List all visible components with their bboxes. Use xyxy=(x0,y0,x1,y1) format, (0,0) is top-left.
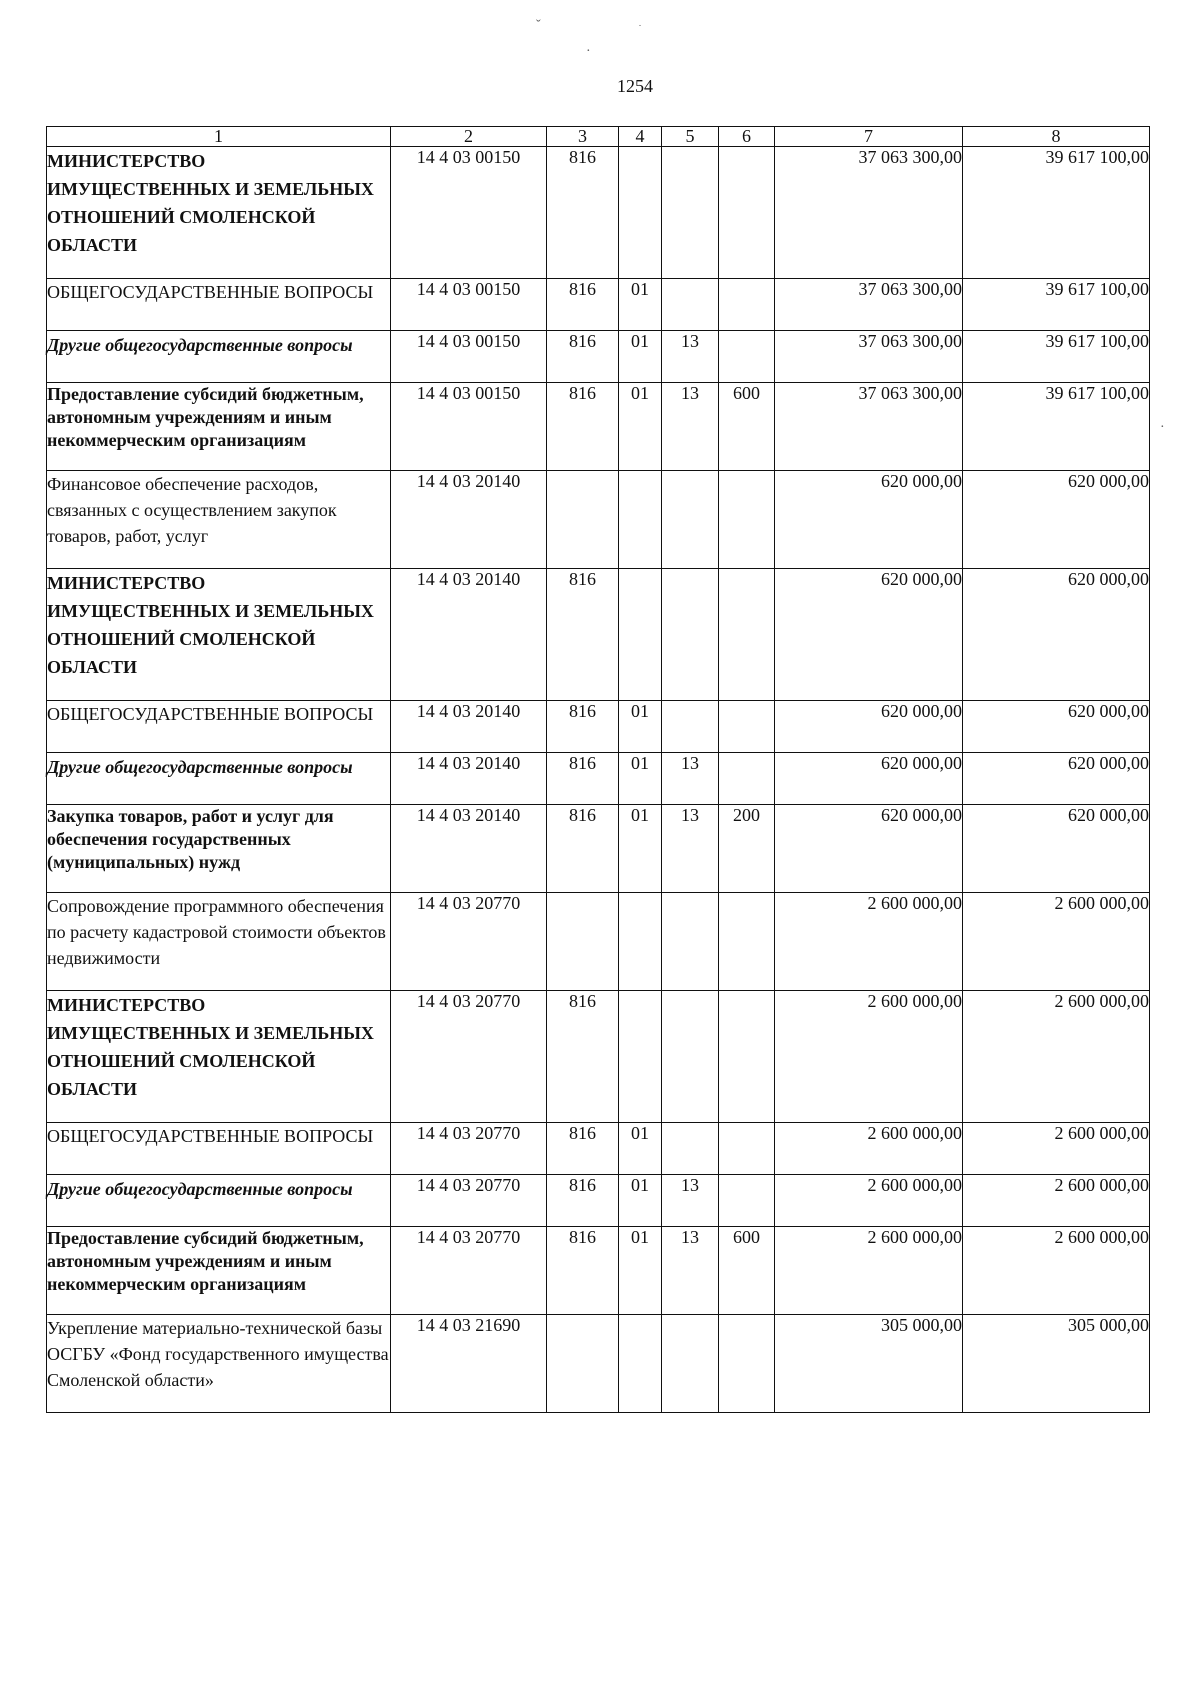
row-section-code: 01 xyxy=(619,331,662,383)
row-amount-year-2: 620 000,00 xyxy=(963,569,1150,701)
row-section-code xyxy=(619,147,662,279)
row-amount-year-1: 37 063 300,00 xyxy=(775,279,963,331)
row-expense-type-code xyxy=(719,147,775,279)
row-ministry-code: 816 xyxy=(547,331,619,383)
scan-speck: ˇ xyxy=(536,18,541,33)
row-name: Предоставление субсидий бюджетным, автономным учреждениям и иным некоммерческим организациям xyxy=(47,1227,391,1315)
row-target-code: 14 4 03 20140 xyxy=(391,569,547,701)
row-amount-year-2: 2 600 000,00 xyxy=(963,991,1150,1123)
table-row xyxy=(47,147,1150,279)
row-ministry-code: 816 xyxy=(547,991,619,1123)
row-expense-type-code: 600 xyxy=(719,383,775,471)
column-header: 2 xyxy=(391,127,547,147)
row-name: МИНИСТЕРСТВО ИМУЩЕСТВЕННЫХ И ЗЕМЕЛЬНЫХ ОТНОШЕНИЙ СМОЛЕНСКОЙ ОБЛАСТИ xyxy=(47,569,391,701)
row-expense-type-code xyxy=(719,1315,775,1413)
row-name: ОБЩЕГОСУДАРСТВЕННЫЕ ВОПРОСЫ xyxy=(47,701,391,753)
row-amount-year-2: 620 000,00 xyxy=(963,471,1150,569)
row-amount-year-2: 620 000,00 xyxy=(963,753,1150,805)
row-amount-year-2: 2 600 000,00 xyxy=(963,1227,1150,1315)
row-amount-year-1: 620 000,00 xyxy=(775,753,963,805)
table-row xyxy=(47,1315,1150,1413)
row-expense-type-code xyxy=(719,569,775,701)
row-section-code: 01 xyxy=(619,279,662,331)
row-subsection-code xyxy=(662,1123,719,1175)
row-section-code: 01 xyxy=(619,753,662,805)
column-header: 3 xyxy=(547,127,619,147)
table-row xyxy=(47,1227,1150,1315)
row-section-code: 01 xyxy=(619,383,662,471)
row-expense-type-code xyxy=(719,471,775,569)
column-header: 4 xyxy=(619,127,662,147)
table-row xyxy=(47,753,1150,805)
row-target-code: 14 4 03 00150 xyxy=(391,147,547,279)
row-subsection-code xyxy=(662,893,719,991)
row-name: Укрепление материально-технической базы ОСГБУ «Фонд государственного имущества Смоленской области» xyxy=(47,1315,391,1413)
row-ministry-code: 816 xyxy=(547,147,619,279)
row-ministry-code xyxy=(547,893,619,991)
row-amount-year-2: 2 600 000,00 xyxy=(963,1123,1150,1175)
scan-speck: · xyxy=(586,44,591,59)
row-amount-year-1: 620 000,00 xyxy=(775,805,963,893)
row-expense-type-code: 600 xyxy=(719,1227,775,1315)
row-subsection-code xyxy=(662,991,719,1123)
row-expense-type-code xyxy=(719,331,775,383)
row-section-code xyxy=(619,471,662,569)
row-subsection-code xyxy=(662,147,719,279)
row-amount-year-2: 620 000,00 xyxy=(963,805,1150,893)
row-amount-year-2: 305 000,00 xyxy=(963,1315,1150,1413)
row-ministry-code: 816 xyxy=(547,753,619,805)
row-target-code: 14 4 03 20770 xyxy=(391,1123,547,1175)
row-target-code: 14 4 03 00150 xyxy=(391,383,547,471)
row-target-code: 14 4 03 20140 xyxy=(391,805,547,893)
row-subsection-code: 13 xyxy=(662,805,719,893)
row-ministry-code xyxy=(547,471,619,569)
row-subsection-code: 13 xyxy=(662,1175,719,1227)
row-name: Предоставление субсидий бюджетным, автономным учреждениям и иным некоммерческим организациям xyxy=(47,383,391,471)
row-expense-type-code xyxy=(719,753,775,805)
row-target-code: 14 4 03 00150 xyxy=(391,279,547,331)
row-name: Закупка товаров, работ и услуг для обеспечения государственных (муниципальных) нужд xyxy=(47,805,391,893)
row-name: Другие общегосударственные вопросы xyxy=(47,331,391,383)
row-section-code: 01 xyxy=(619,1175,662,1227)
row-target-code: 14 4 03 21690 xyxy=(391,1315,547,1413)
row-section-code: 01 xyxy=(619,805,662,893)
row-ministry-code: 816 xyxy=(547,805,619,893)
budget-table xyxy=(46,126,1150,1413)
row-section-code: 01 xyxy=(619,701,662,753)
row-expense-type-code xyxy=(719,279,775,331)
row-subsection-code xyxy=(662,471,719,569)
row-ministry-code: 816 xyxy=(547,701,619,753)
row-subsection-code xyxy=(662,701,719,753)
row-amount-year-2: 39 617 100,00 xyxy=(963,383,1150,471)
row-section-code xyxy=(619,1315,662,1413)
row-ministry-code: 816 xyxy=(547,1227,619,1315)
row-subsection-code: 13 xyxy=(662,383,719,471)
row-target-code: 14 4 03 20140 xyxy=(391,753,547,805)
row-ministry-code: 816 xyxy=(547,1175,619,1227)
row-ministry-code: 816 xyxy=(547,383,619,471)
column-header: 7 xyxy=(775,127,963,147)
row-amount-year-1: 620 000,00 xyxy=(775,701,963,753)
table-row xyxy=(47,701,1150,753)
row-subsection-code xyxy=(662,569,719,701)
row-amount-year-1: 2 600 000,00 xyxy=(775,1175,963,1227)
row-amount-year-1: 2 600 000,00 xyxy=(775,893,963,991)
table-row xyxy=(47,569,1150,701)
row-target-code: 14 4 03 20140 xyxy=(391,701,547,753)
column-header: 6 xyxy=(719,127,775,147)
row-amount-year-1: 620 000,00 xyxy=(775,471,963,569)
row-amount-year-2: 2 600 000,00 xyxy=(963,893,1150,991)
row-section-code: 01 xyxy=(619,1123,662,1175)
row-amount-year-1: 305 000,00 xyxy=(775,1315,963,1413)
row-target-code: 14 4 03 20770 xyxy=(391,991,547,1123)
row-amount-year-1: 37 063 300,00 xyxy=(775,383,963,471)
row-expense-type-code xyxy=(719,701,775,753)
row-expense-type-code: 200 xyxy=(719,805,775,893)
row-name: Другие общегосударственные вопросы xyxy=(47,753,391,805)
row-ministry-code xyxy=(547,1315,619,1413)
row-subsection-code xyxy=(662,279,719,331)
row-name: Финансовое обеспечение расходов, связанных с осуществлением закупок товаров, работ, услуг xyxy=(47,471,391,569)
row-subsection-code: 13 xyxy=(662,753,719,805)
row-expense-type-code xyxy=(719,1123,775,1175)
row-section-code xyxy=(619,991,662,1123)
row-target-code: 14 4 03 00150 xyxy=(391,331,547,383)
row-subsection-code: 13 xyxy=(662,1227,719,1315)
row-amount-year-2: 39 617 100,00 xyxy=(963,331,1150,383)
row-amount-year-1: 37 063 300,00 xyxy=(775,147,963,279)
row-ministry-code: 816 xyxy=(547,569,619,701)
table-row xyxy=(47,331,1150,383)
column-header: 8 xyxy=(963,127,1150,147)
table-row xyxy=(47,991,1150,1123)
row-name: МИНИСТЕРСТВО ИМУЩЕСТВЕННЫХ И ЗЕМЕЛЬНЫХ ОТНОШЕНИЙ СМОЛЕНСКОЙ ОБЛАСТИ xyxy=(47,991,391,1123)
row-amount-year-1: 37 063 300,00 xyxy=(775,331,963,383)
table-row xyxy=(47,893,1150,991)
column-header: 1 xyxy=(47,127,391,147)
scan-speck: · xyxy=(1160,420,1165,435)
row-amount-year-1: 620 000,00 xyxy=(775,569,963,701)
row-amount-year-2: 39 617 100,00 xyxy=(963,279,1150,331)
row-expense-type-code xyxy=(719,1175,775,1227)
row-name: ОБЩЕГОСУДАРСТВЕННЫЕ ВОПРОСЫ xyxy=(47,279,391,331)
row-name: Сопровождение программного обеспечения по расчету кадастровой стоимости объектов недвижимости xyxy=(47,893,391,991)
row-target-code: 14 4 03 20770 xyxy=(391,1175,547,1227)
row-amount-year-2: 39 617 100,00 xyxy=(963,147,1150,279)
row-section-code xyxy=(619,893,662,991)
column-header: 5 xyxy=(662,127,719,147)
row-amount-year-2: 2 600 000,00 xyxy=(963,1175,1150,1227)
row-ministry-code: 816 xyxy=(547,1123,619,1175)
row-ministry-code: 816 xyxy=(547,279,619,331)
row-expense-type-code xyxy=(719,991,775,1123)
row-target-code: 14 4 03 20770 xyxy=(391,893,547,991)
table-row xyxy=(47,383,1150,471)
row-amount-year-1: 2 600 000,00 xyxy=(775,991,963,1123)
table-row xyxy=(47,1175,1150,1227)
row-subsection-code: 13 xyxy=(662,331,719,383)
table-row xyxy=(47,471,1150,569)
row-amount-year-1: 2 600 000,00 xyxy=(775,1227,963,1315)
table-row xyxy=(47,805,1150,893)
table-row xyxy=(47,1123,1150,1175)
row-name: Другие общегосударственные вопросы xyxy=(47,1175,391,1227)
row-expense-type-code xyxy=(719,893,775,991)
row-target-code: 14 4 03 20770 xyxy=(391,1227,547,1315)
row-section-code: 01 xyxy=(619,1227,662,1315)
row-amount-year-1: 2 600 000,00 xyxy=(775,1123,963,1175)
row-name: МИНИСТЕРСТВО ИМУЩЕСТВЕННЫХ И ЗЕМЕЛЬНЫХ ОТНОШЕНИЙ СМОЛЕНСКОЙ ОБЛАСТИ xyxy=(47,147,391,279)
row-target-code: 14 4 03 20140 xyxy=(391,471,547,569)
page-number: 1254 xyxy=(617,76,653,96)
row-section-code xyxy=(619,569,662,701)
row-amount-year-2: 620 000,00 xyxy=(963,701,1150,753)
row-subsection-code xyxy=(662,1315,719,1413)
header-row xyxy=(47,127,1150,147)
table-row xyxy=(47,279,1150,331)
row-name: ОБЩЕГОСУДАРСТВЕННЫЕ ВОПРОСЫ xyxy=(47,1123,391,1175)
